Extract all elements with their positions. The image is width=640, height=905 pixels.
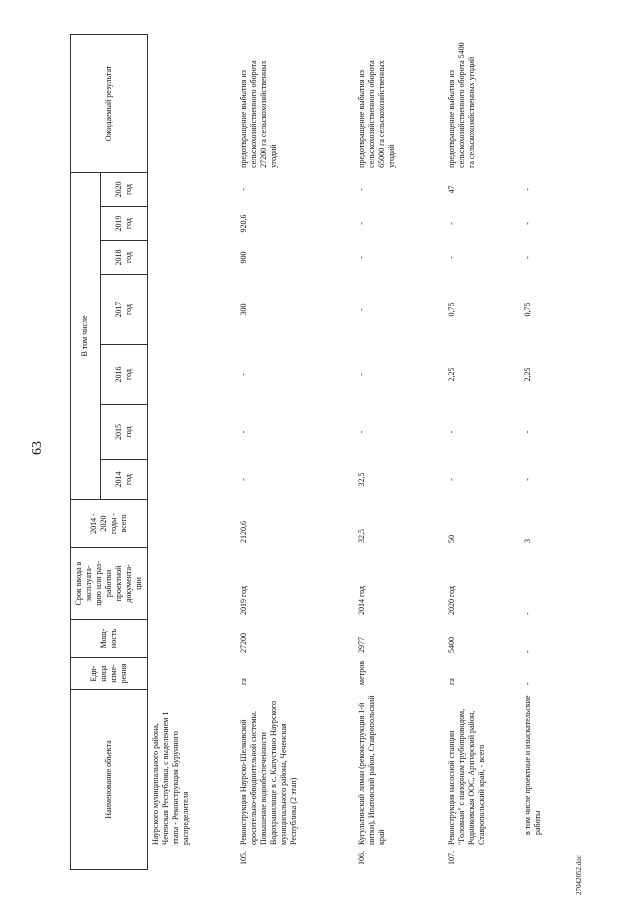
row-2018: - [446,256,456,259]
row-number: 106. [356,851,366,865]
row-2020: - [522,188,532,191]
row-2016: 2,25 [446,367,456,382]
header-year-2020: 2020 год [100,172,147,206]
row-2019: 920,6 [238,214,248,233]
row-2018: - [522,256,532,259]
header-unit-text: Еди- ница изме- рения [89,663,128,684]
row-2015: - [446,430,456,434]
header-deadline-text: Срок ввода в эксплуата- цию или раз- работки проектной документа- ции [74,561,143,606]
row-deadline: 2020 год [446,586,456,615]
row-capacity: 2977 [356,636,366,653]
row-unit: - [522,682,532,685]
row-2014: - [446,478,456,481]
row-number [148,850,236,870]
table-row [444,34,520,869]
row-2014: - [522,478,532,481]
table-row [148,34,236,869]
header-year-2016: 2016 год [100,344,147,404]
row-2015: - [356,430,366,434]
table-row [236,34,354,869]
investment-table [70,34,560,870]
header-capacity-text: Мощ- ность [99,628,118,649]
row-2016: - [356,373,366,376]
row-total: 32,5 [356,528,366,543]
row-2017: 0,75 [446,302,456,317]
row-2020: - [356,188,366,191]
row-unit: га [446,678,456,685]
row-2016: 2,25 [522,367,532,382]
row-deadline: 2019 год [238,586,248,615]
row-object-name: в том числе проектные и изыскательские работы [522,695,542,835]
header-year-2015: 2015 год [100,404,147,459]
row-2014 [148,459,236,499]
row-2019 [148,206,236,240]
row-unit: метров [356,661,366,685]
header-capacity [71,619,148,657]
row-result: предотвращение выбытия из сельскохозяйственного оборота 65000 га сельскохозяйственных угодий [356,60,396,168]
row-2015: - [522,430,532,434]
header-result: Ожидаемый результат [71,34,148,172]
row-number [520,850,560,870]
row-result [148,34,236,172]
row-2020: - [238,188,248,191]
row-object-name: Реконструкция насосной станции "Головная" с напорным трубопроводом, Родниковская ООС, Арзгирский район, Ставропольский край, - всего [446,708,486,845]
row-2017 [148,274,236,344]
row-total: 3 [522,538,532,543]
row-total: 50 [446,534,456,543]
row-total [148,499,236,547]
header-year-2019: 2019 год [100,206,147,240]
row-number: 107. [446,851,456,865]
row-capacity: - [522,650,532,653]
row-result [520,34,560,172]
header-total [71,499,148,547]
row-capacity: 27200 [238,632,248,653]
table-row [354,34,444,869]
row-2017: 300 [238,303,248,316]
row-2018 [148,240,236,274]
row-2014: - [238,478,248,481]
header-year-2017: 2017 год [100,274,147,344]
row-deadline: - [522,612,532,615]
row-deadline: 2014 год [356,586,366,615]
header-unit [71,657,148,689]
row-deadline [148,547,236,619]
investment-table-sheet [70,35,540,870]
header-total-text: 2014 - 2020 годы - всего [89,513,128,534]
row-2018: - [356,256,366,259]
row-2016: - [238,373,248,376]
row-2020: 47 [446,185,456,194]
row-2018: 900 [238,251,248,264]
header-incl: В том числе [71,172,101,499]
row-2014: 32,5 [356,472,366,487]
row-unit: га [238,678,248,685]
header-year-2014: 2014 год [100,459,147,499]
row-2017: 0,75 [522,302,532,317]
row-2019: - [522,222,532,225]
row-total: 2120,6 [238,520,248,543]
document-id: 27042052.doc [575,855,583,895]
row-result: предотвращение выбытия из сельскохозяйственного оборота 27200 га сельскохозяйственных угодий [238,60,278,168]
row-2019: - [356,222,366,225]
header-year-2018: 2018 год [100,240,147,274]
row-2015 [148,404,236,459]
row-2016 [148,344,236,404]
row-2017: - [356,308,366,311]
row-capacity [148,619,236,657]
row-result: предотвращение выбытия из сельскохозяйственного оборота 5400 га сельскохозяйственных угодий [446,42,476,168]
row-object-name: Реконструкция Наурско-Шелковской оросительно-обводнительной системы. Повышение водообеспеченности Водохранилище в с. Капустино Наурского муниципального района, Чеченская Республика (2 этап) [238,700,298,845]
row-2019: - [446,222,456,225]
row-number: 105. [238,851,248,865]
page-number: 63 [30,441,45,455]
row-object-name: Наурского муниципального района, Чеченская Республика, с выделением 1 этапа - Реконструкция Бурунного распределителя [151,711,190,845]
row-2020 [148,172,236,206]
row-capacity: 5400 [446,636,456,653]
header-name: Наименование объекта [71,689,148,869]
row-object-name: Кугультинский лиман (реконструкция 1-й нитки), Ипатовский район, Ставропольский край [356,695,386,845]
header-deadline [71,547,148,619]
table-row [520,34,560,869]
row-unit [148,657,236,689]
row-2015: - [238,430,248,434]
